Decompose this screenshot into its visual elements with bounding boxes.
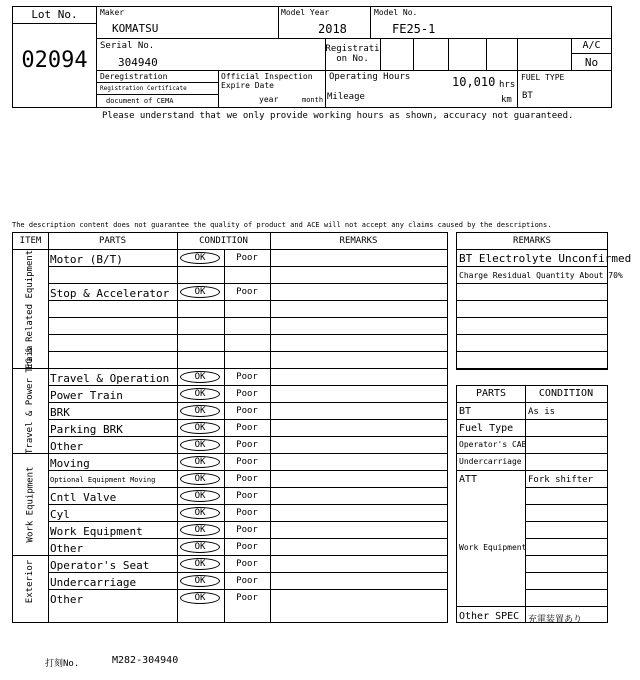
header-divider — [278, 6, 279, 39]
ok-cell[interactable] — [177, 590, 224, 607]
ok-cell[interactable] — [177, 369, 224, 386]
poor-option[interactable]: Poor — [236, 253, 258, 263]
table-row-cells — [48, 386, 177, 403]
ok-option[interactable]: OK — [180, 592, 220, 604]
parts-row — [457, 386, 525, 607]
remarks-header: REMARKS — [339, 236, 378, 246]
parts-row — [525, 505, 607, 522]
ok-option[interactable]: OK — [180, 558, 220, 570]
parts-row — [525, 573, 607, 590]
part-label: Cntl Valve — [50, 491, 117, 504]
table-row-cells — [48, 335, 177, 352]
ok-cell[interactable] — [177, 471, 224, 488]
table-row-cells — [48, 284, 177, 301]
condition-col-header: CONDITION — [538, 388, 594, 399]
remarks-panel — [456, 232, 632, 370]
group-label: Travel & Power Train — [25, 345, 35, 454]
hours-note: Please understand that we only provide working hours as shown, accuracy not guaranteed. — [102, 111, 574, 121]
part-label: Undercarriage — [50, 576, 137, 589]
remarks-line — [457, 233, 607, 250]
part-label: Parking BRK — [50, 423, 123, 436]
remarks-line — [457, 318, 607, 335]
table-row-cells — [48, 250, 177, 267]
part-label: Optional Equipment Moving — [50, 476, 156, 484]
reg-cell — [486, 39, 487, 71]
ok-cell[interactable] — [177, 386, 224, 403]
month-label: month — [302, 96, 324, 104]
table-row-cells — [48, 420, 177, 437]
ok-cell[interactable] — [177, 522, 224, 539]
ok-option[interactable]: OK — [180, 422, 220, 434]
operating-hours-value: 10,010 — [452, 75, 496, 89]
registration-label-1: Registrati — [325, 44, 380, 54]
serial-value: 304940 — [118, 56, 158, 69]
ok-cell[interactable] — [177, 488, 224, 505]
year-label: year — [259, 95, 279, 104]
ok-cell[interactable] — [177, 250, 224, 267]
parts-row — [525, 488, 607, 505]
reg-cell — [448, 39, 449, 71]
ac-value: No — [584, 56, 599, 69]
bt-value: As is — [528, 407, 556, 417]
table-row-cells — [48, 539, 177, 556]
ok-option[interactable]: OK — [180, 575, 220, 587]
header-row1-line — [97, 6, 612, 39]
ok-cell[interactable] — [177, 454, 224, 471]
ok-cell[interactable] — [177, 437, 224, 454]
table-row-cells — [48, 454, 177, 471]
poor-option[interactable]: Poor — [236, 542, 258, 552]
ok-option[interactable]: OK — [180, 507, 220, 519]
poor-option[interactable]: Poor — [236, 593, 258, 603]
column-divider — [177, 233, 178, 250]
att-label: ATT — [459, 474, 478, 485]
poor-option[interactable]: Poor — [236, 372, 258, 382]
maker-label: Maker — [100, 8, 125, 17]
ok-cell[interactable] — [177, 556, 224, 573]
operating-hours-label: Operating Hours — [329, 72, 411, 82]
poor-option[interactable]: Poor — [236, 525, 258, 535]
model-year-label: Model Year — [281, 8, 330, 17]
ok-option[interactable]: OK — [180, 371, 220, 383]
km-unit: km — [501, 95, 512, 105]
part-label: Motor (B/T) — [50, 253, 123, 266]
parts-header: PARTS — [98, 236, 127, 246]
inspection-label-1: Official Inspection — [221, 72, 313, 81]
ok-option[interactable]: OK — [180, 456, 220, 468]
condition-header: CONDITION — [199, 236, 248, 246]
table-row-cells — [48, 505, 177, 522]
table-row-cells — [48, 318, 177, 335]
maker-value: KOMATSU — [112, 22, 159, 35]
header-divider — [370, 6, 371, 39]
ok-option[interactable]: OK — [180, 541, 220, 553]
condition-table — [12, 232, 448, 623]
remarks-panel-header: REMARKS — [513, 236, 551, 246]
table-row-cells — [48, 352, 177, 369]
undercarriage-label: Undercarriage — [459, 457, 522, 466]
poor-option[interactable]: Poor — [236, 559, 258, 569]
table-row-cells — [48, 471, 177, 488]
operators-cab-label: Operator's CAB — [459, 440, 527, 449]
lot-label: Lot No. — [31, 8, 78, 21]
table-row-cells — [48, 267, 177, 284]
ok-option[interactable]: OK — [180, 473, 220, 485]
ok-cell[interactable] — [177, 505, 224, 522]
fuel-type-row-label: Fuel Type — [459, 423, 514, 434]
parts-row — [525, 539, 607, 556]
reg-cell — [380, 39, 381, 71]
ac-label: A/C — [582, 40, 601, 51]
mileage-label: Mileage — [327, 92, 365, 102]
part-label: Other — [50, 440, 84, 453]
lot-number: 02094 — [21, 48, 88, 73]
part-label: BRK — [50, 406, 70, 419]
part-label: Stop & Accelerator — [50, 287, 170, 300]
parts-col-header: PARTS — [475, 388, 507, 399]
ok-option[interactable]: OK — [180, 524, 220, 536]
ok-option[interactable]: OK — [180, 490, 220, 502]
part-label: Moving — [50, 457, 90, 470]
ok-cell[interactable] — [177, 539, 224, 556]
group-label: Exterior — [25, 559, 35, 603]
remarks-text: Charge Residual Quantity About 70% — [459, 271, 623, 280]
reg-cell — [413, 39, 414, 71]
table-row-cells — [48, 403, 177, 420]
poor-option[interactable]: Poor — [236, 389, 258, 399]
reg-cell — [517, 39, 518, 108]
table-row-cells — [48, 590, 177, 607]
part-label: Cyl — [50, 508, 70, 521]
group-label: Work Equipment — [25, 466, 35, 543]
table-row-cells — [48, 488, 177, 505]
work-equipment-label: Work Equipment — [459, 543, 527, 552]
poor-option[interactable]: Poor — [236, 491, 258, 501]
model-year-value: 2018 — [318, 22, 347, 36]
ok-option[interactable]: OK — [180, 439, 220, 451]
poor-option[interactable]: Poor — [236, 576, 258, 586]
table-row-cells — [48, 573, 177, 590]
poor-option[interactable]: Poor — [236, 287, 258, 297]
ok-cell[interactable] — [177, 403, 224, 420]
hrs-unit: hrs — [499, 80, 516, 90]
poor-option[interactable]: Poor — [236, 508, 258, 518]
table-row-cells — [48, 369, 177, 386]
poor-option[interactable]: Poor — [236, 406, 258, 416]
part-label: Operator's Seat — [50, 559, 150, 572]
header-divider — [218, 71, 219, 108]
remarks-line — [457, 284, 607, 301]
stamp-label: 打刻No. — [45, 659, 80, 669]
poor-option[interactable]: Poor — [236, 474, 258, 484]
ok-option[interactable]: OK — [180, 252, 220, 264]
other-spec-label: Other SPEC — [459, 611, 520, 622]
table-row-cells — [48, 301, 177, 318]
ok-cell[interactable] — [177, 573, 224, 590]
registration-certificate-label: Registration Certificate — [100, 85, 187, 92]
part-label: Power Train — [50, 389, 123, 402]
registration-label-2: on No. — [336, 54, 369, 64]
fuel-type-label: FUEL TYPE — [521, 73, 565, 82]
ok-option[interactable]: OK — [180, 405, 220, 417]
item-header: ITEM — [19, 236, 42, 246]
table-row-cells — [48, 522, 177, 539]
inspection-label-2: Expire Date — [221, 81, 274, 90]
poor-option[interactable]: Poor — [236, 440, 258, 450]
parts-row — [525, 522, 607, 539]
table-row-cells — [48, 437, 177, 454]
other-spec-value: 充電装置あり — [528, 615, 583, 625]
att-value: Fork shifter — [528, 475, 594, 485]
poor-option[interactable]: Poor — [236, 423, 258, 433]
parts-row — [525, 556, 607, 573]
deregistration-label: Deregistration — [100, 72, 168, 81]
ok-cell[interactable] — [177, 420, 224, 437]
ok-option[interactable]: OK — [180, 388, 220, 400]
bt-label: BT — [459, 406, 472, 417]
parts-row — [525, 590, 607, 607]
fuel-type-value: BT — [522, 91, 533, 101]
disclaimer: The description content does not guarantee the quality of product and ACE will not accept any claims caused by the descriptions. — [12, 221, 552, 229]
serial-label: Serial No. — [100, 41, 155, 51]
parts-panel — [456, 385, 608, 623]
part-label: Other — [50, 593, 84, 606]
remarks-text: BT Electrolyte Unconfirmed — [459, 252, 632, 265]
group-label: EG & Related Equipment — [25, 249, 35, 369]
stamp-value: M282-304940 — [112, 655, 179, 666]
ok-cell[interactable] — [177, 284, 224, 301]
cema-label: document of CEMA — [106, 97, 174, 105]
model-no-value: FE25-1 — [392, 22, 436, 36]
poor-option[interactable]: Poor — [236, 457, 258, 467]
model-no-label: Model No. — [374, 8, 418, 17]
ok-option[interactable]: OK — [180, 286, 220, 298]
part-label: Other — [50, 542, 84, 555]
remarks-line — [457, 335, 607, 352]
part-label: Travel & Operation — [50, 372, 170, 385]
remarks-line — [457, 301, 607, 318]
part-label: Work Equipment — [50, 525, 143, 538]
table-row-cells — [48, 556, 177, 573]
remarks-line — [457, 352, 607, 369]
